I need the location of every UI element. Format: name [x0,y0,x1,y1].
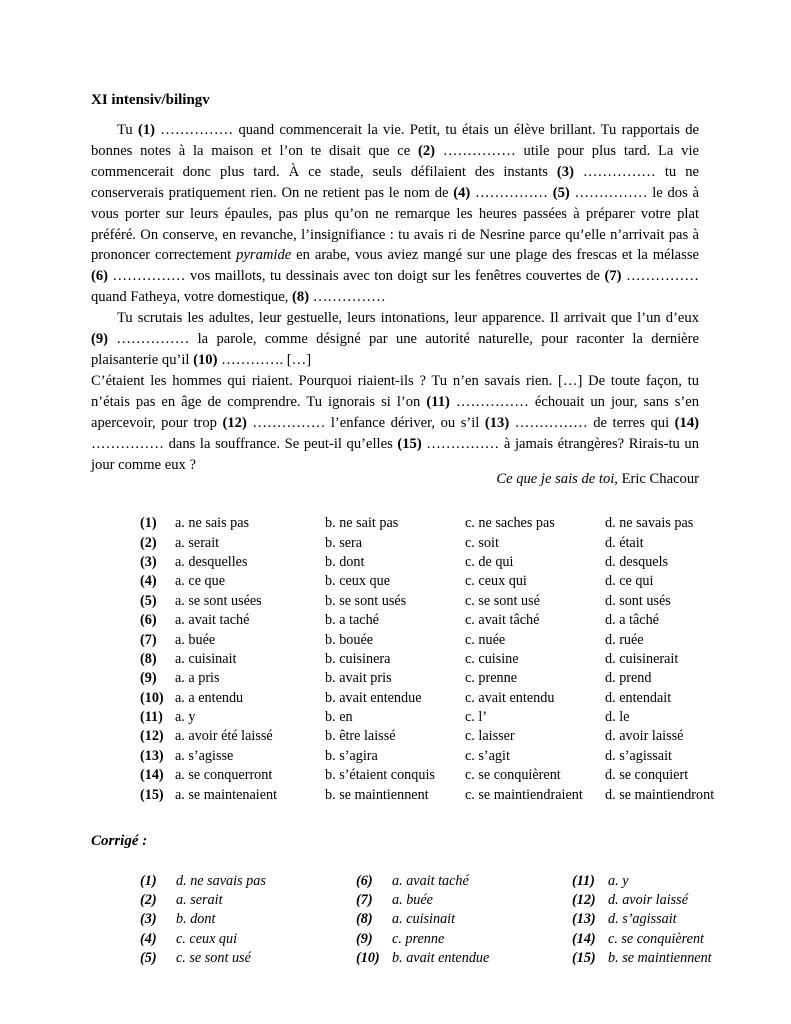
answer-number: (2) [140,892,157,909]
option-c: c. soit [465,534,499,551]
answer-number: (1) [140,873,157,890]
answer-number: (14) [572,930,596,947]
option-b: b. bouée [325,631,374,648]
answer-number: (11) [572,873,595,890]
italic-word: pyramide [236,247,292,264]
option-a: a. ne sais pas [175,515,250,532]
option-c: c. s’agit [465,747,510,764]
blank-number: (10) [193,351,218,368]
answer-number: (6) [356,873,373,890]
option-row [140,785,714,804]
option-a: a. se maintenaient [175,786,278,803]
option-b: b. s’étaient conquis [325,767,435,784]
option-row [140,630,714,649]
option-c: c. prenne [465,670,517,687]
answer-text: c. se conquièrent [608,930,704,947]
option-number: (10) [140,689,164,706]
option-c: c. ne saches pas [465,515,555,532]
option-row [140,533,714,552]
answer-text: d. ne savais pas [176,873,266,890]
answer-text: b. avait entendue [392,949,490,966]
answer-number: (5) [140,949,157,966]
option-d: d. se conquiert [605,767,689,784]
option-a: a. se sont usées [175,592,262,609]
option-b: b. être laissé [325,728,396,745]
option-c: c. avait tâché [465,612,540,629]
answer-text: a. buée [392,892,433,909]
blank-number: (3) [556,163,574,180]
answer-number: (9) [356,930,373,947]
passage-paragraph-1: Tu (1) …………… quand commencerait la vie. Petit, tu étais un élève brillant. Tu rapportais de bonnes notes à la maison et l’on te disait que ce (2) …………… utile pour plus tard. La vie commencerait donc plus tard. À ce stade, seuls défilaient des instants (3) …………… tu ne conserverais pratiquement rien. On ne retient pas le nom de (4) …………… (5) …………… le dos à vous porter sur leurs épaules, pas plus qu’on ne remarque les heures passées à préparer votre plat préféré. On conserve, en revanche, l’insignifiance : tu avais ri de Nesrine parce qu’elle n’arrivait pas à prononcer correctement pyramide en arabe, vous aviez mangé sur une plage des frescas et la mélasse (6) …………… vos maillots, tu dessinais avec ton doigt sur les fenêtres couvertes de (7) …………… quand Fatheya, votre domestique, (8) …………… [91,122,700,306]
option-c: c. ceux qui [465,573,527,590]
option-row [140,572,714,591]
answer-number: (7) [356,892,373,909]
answer-number: (10) [356,949,380,966]
option-row [140,689,714,708]
blank-number: (12) [222,414,247,431]
option-number: (7) [140,631,157,648]
option-number: (12) [140,728,164,745]
option-a: a. avait taché [175,612,250,629]
option-number: (9) [140,670,157,687]
option-number: (5) [140,592,157,609]
answer-text: a. avait taché [392,873,469,890]
blank-number: (7) [604,268,622,285]
option-d: d. ne savais pas [605,515,694,532]
option-number: (4) [140,573,157,590]
answer-text: d. avoir laissé [608,892,688,909]
blank-number: (14) [674,414,699,431]
option-a: a. avoir été laissé [175,728,273,745]
option-d: d. sont usés [605,592,671,609]
answer-text: c. prenne [392,930,445,947]
option-c: c. avait entendu [465,689,555,706]
text-passage [91,120,699,475]
answer-text: c. se sont usé [176,949,251,966]
answer-number: (13) [572,911,596,928]
option-number: (2) [140,534,157,551]
answer-text: a. y [608,873,629,890]
answer-text: d. s’agissait [608,911,677,928]
option-row [140,553,714,572]
answer-number: (12) [572,892,596,909]
option-c: c. se maintiendraient [465,786,583,803]
option-c: c. de qui [465,553,514,570]
option-d: d. entendait [605,689,672,706]
option-d: d. était [605,534,644,551]
option-d: d. se maintiendront [605,786,715,803]
option-b: b. sera [325,534,363,551]
option-b: b. ne sait pas [325,515,399,532]
blank-number: (15) [397,435,422,452]
option-a: a. desquelles [175,553,248,570]
answer-text: a. cuisinait [392,911,456,928]
answer-text: b. se maintiennent [608,949,712,966]
option-number: (14) [140,767,164,784]
answer-number: (4) [140,930,157,947]
option-d: d. desquels [605,553,669,570]
author-name: , Eric Chacour [614,471,699,487]
option-number: (8) [140,650,157,667]
option-row [140,727,714,746]
option-c: c. se conquièrent [465,767,561,784]
option-c: c. cuisine [465,650,519,667]
option-b: b. avait pris [325,670,392,687]
option-d: d. s’agissait [605,747,672,764]
blank-number: (6) [91,268,109,285]
answer-row [140,930,788,949]
option-d: d. ruée [605,631,644,648]
answer-number: (8) [356,911,373,928]
option-a: a. ce que [175,573,226,590]
option-a: a. s’agisse [175,747,234,764]
option-b: b. se maintiennent [325,786,429,803]
option-c: c. nuée [465,631,506,648]
option-a: a. se conquerront [175,767,273,784]
option-row [140,611,714,630]
option-row [140,766,714,785]
option-row [140,708,714,727]
option-row [140,514,714,533]
answer-row [140,872,788,891]
answer-text: a. serait [176,892,223,909]
option-d: d. cuisinerait [605,650,679,667]
option-b: b. se sont usés [325,592,407,609]
option-b: b. dont [325,553,365,570]
option-c: c. l’ [465,709,488,726]
option-a: a. serait [175,534,220,551]
passage-paragraph-2: Tu scrutais les adultes, leur gestuelle, leurs intonations, leur apparence. Il arrivait que l’un d’eux (9) …………… la parole, comme désigné par une autorité naturelle, pour raconter la dernière plaisanterie qu’il (10) …………. […] [91,310,699,368]
option-number: (15) [140,786,164,803]
blank-number: (4) [453,184,471,201]
options-table [140,514,714,805]
option-number: (6) [140,612,157,629]
answer-text: b. dont [176,911,216,928]
book-title: Ce que je sais de toi [496,471,615,487]
option-a: a. cuisinait [175,650,237,667]
option-row [140,650,714,669]
option-d: d. prend [605,670,652,687]
blank-number: (2) [418,142,436,159]
option-c: c. se sont usé [465,592,540,609]
blank-number: (1) [137,122,155,138]
blank-number: (8) [292,289,310,306]
option-b: b. ceux que [325,573,391,590]
answer-key-title: Corrigé : [91,833,148,849]
option-b: b. en [325,709,353,726]
answer-row [140,910,788,929]
answer-row [140,891,788,910]
source-citation [91,471,699,488]
option-row [140,592,714,611]
option-a: a. a pris [175,670,220,687]
option-a: a. y [175,709,196,726]
answer-row [140,949,788,968]
blank-number: (5) [552,184,570,201]
option-b: b. s’agira [325,747,378,764]
option-number: (3) [140,553,157,570]
answer-text: c. ceux qui [176,930,238,947]
answer-number: (15) [572,949,596,966]
passage-paragraph-3: C’étaient les hommes qui riaient. Pourquoi riaient-ils ? Tu n’en savais rien. […] De toute façon, tu n’étais pas en âge de comprendre. Tu ignorais si l’on (11) …………… échouait un jour, sans s’en apercevoir, pour trop (12) …………… l’enfance dériver, ou s’il (13) …………… de terres qui (14) …………… dans la souffrance. Se peut-il qu’elles (15) …………… à jamais étrangères? Rirais-tu un jour comme eux ? [91,372,700,473]
option-row [140,747,714,766]
option-a: a. buée [175,631,216,648]
option-d: d. avoir laissé [605,728,684,745]
option-number: (13) [140,747,164,764]
blank-number: (13) [484,414,510,431]
blank-number: (11) [426,393,450,410]
option-d: d. le [605,709,630,726]
answer-number: (3) [140,911,157,928]
option-d: d. ce qui [605,573,654,590]
option-a: a. a entendu [175,689,244,706]
option-row [140,669,714,688]
option-b: b. cuisinera [325,650,391,667]
option-number: (11) [140,709,163,726]
blank-number: (9) [91,331,109,348]
answer-key-table [140,872,788,968]
exercise-title: XI intensiv/bilingv [91,92,210,108]
option-d: d. a tâché [605,612,659,629]
option-b: b. a taché [325,612,379,629]
option-b: b. avait entendue [325,689,422,706]
option-number: (1) [140,515,157,532]
option-c: c. laisser [465,728,515,745]
